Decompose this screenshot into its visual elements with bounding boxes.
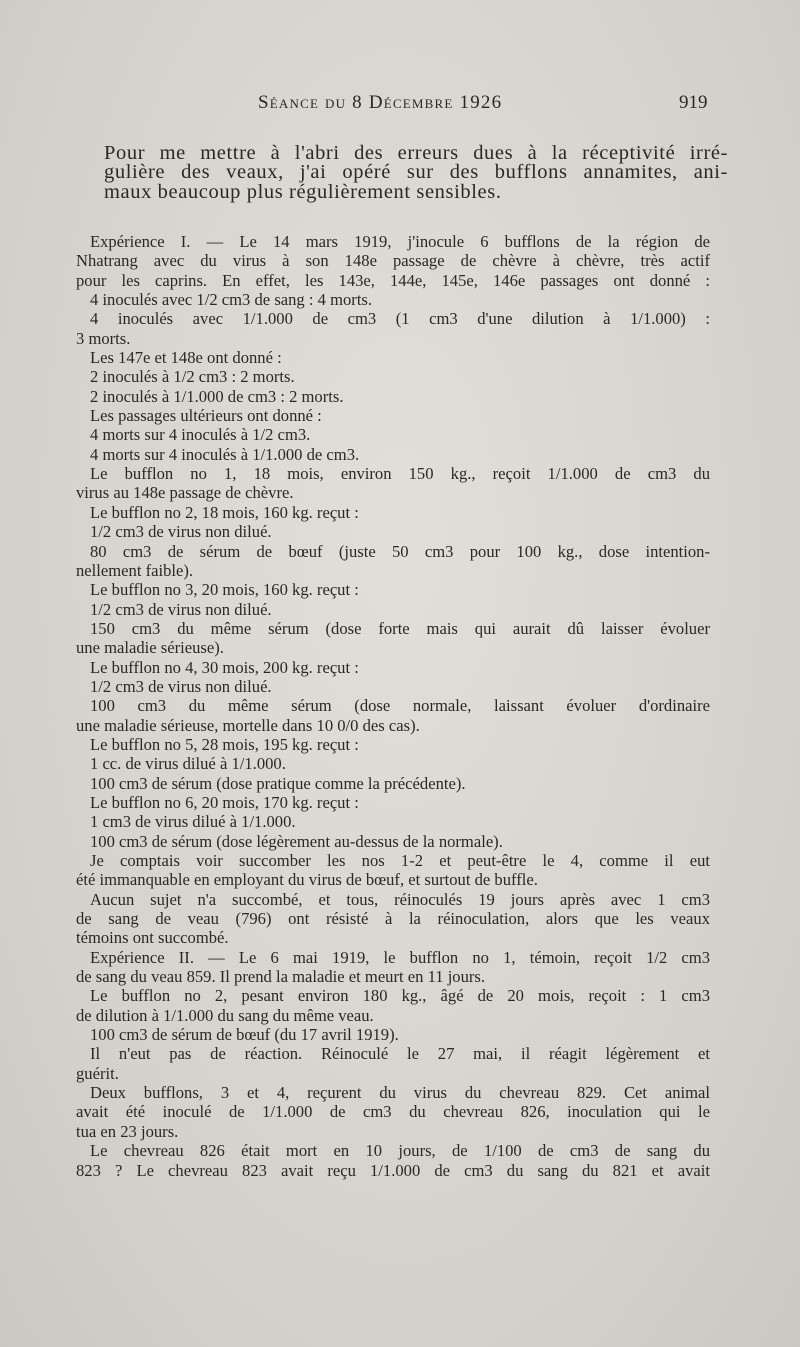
text-line: 4 morts sur 4 inoculés à 1/2 cm3. — [90, 425, 311, 445]
running-title: Séance du 8 Décembre 1926 — [258, 92, 503, 113]
text-line: virus au 148e passage de chèvre. — [76, 483, 294, 503]
text-line: 1 cc. de virus dilué à 1/1.000. — [90, 754, 286, 774]
text-line: une maladie sérieuse). — [76, 638, 224, 658]
text-line: Les 147e et 148e ont donné : — [90, 348, 282, 368]
text-line: Le bufflon no 2, pesant environ 180 kg., âgé de 20 mois, reçoit : 1 cm3 — [90, 986, 710, 1006]
text-line: 100 cm3 de sérum (dose légèrement au-dessus de la normale). — [90, 831, 503, 851]
text-line: 1 cm3 de virus dilué à 1/1.000. — [90, 812, 296, 832]
text-line: une maladie sérieuse, mortelle dans 10 0/0 des cas). — [76, 715, 420, 735]
text-line: gulière des veaux, j'ai opéré sur des bufflons annamites, ani- — [104, 161, 728, 184]
text-line: 1/2 cm3 de virus non dilué. — [90, 676, 272, 696]
text-line: 4 morts sur 4 inoculés à 1/1.000 de cm3. — [90, 444, 360, 464]
text-line: avait été inoculé de 1/1.000 de cm3 du chevreau 826, inoculation qui le — [76, 1102, 710, 1122]
text-line: maux beaucoup plus régulièrement sensibles. — [104, 180, 502, 203]
text-line: de dilution à 1/1.000 du sang du même veau. — [76, 1005, 374, 1025]
text-line: 3 morts. — [76, 328, 131, 348]
text-line: Pour me mettre à l'abri des erreurs dues à la réceptivité irré- — [104, 142, 728, 164]
text-line: 1/2 cm3 de virus non dilué. — [90, 522, 272, 542]
text-line: 1/2 cm3 de virus non dilué. — [90, 599, 272, 619]
text-line: Le bufflon no 2, 18 mois, 160 kg. reçut : — [90, 502, 359, 522]
text-line: 2 inoculés à 1/1.000 de cm3 : 2 morts. — [90, 386, 344, 406]
text-line: 4 inoculés avec 1/2 cm3 de sang : 4 morts. — [90, 290, 373, 310]
text-line: Le bufflon no 6, 20 mois, 170 kg. reçut : — [90, 792, 359, 812]
text-line: pour les caprins. En effet, les 143e, 144e, 145e, 146e passages ont donné : — [76, 270, 710, 290]
text-line: été immanquable en employant du virus de bœuf, et surtout de buffle. — [76, 870, 538, 890]
text-line: Expérience II. — Le 6 mai 1919, le bufflon no 1, témoin, reçoit 1/2 cm3 — [90, 947, 710, 967]
text-line: Le bufflon no 1, 18 mois, environ 150 kg., reçoit 1/1.000 de cm3 du — [90, 464, 710, 484]
text-line: 100 cm3 de sérum de bœuf (du 17 avril 1919). — [90, 1025, 399, 1045]
text-line: Expérience I. — Le 14 mars 1919, j'inocule 6 bufflons de la région de — [90, 232, 710, 251]
text-line: Le chevreau 826 était mort en 10 jours, de 1/100 de cm3 de sang du — [90, 1141, 710, 1161]
text-line: 4 inoculés avec 1/1.000 de cm3 (1 cm3 d'une dilution à 1/1.000) : — [90, 309, 710, 329]
text-line: tua en 23 jours. — [76, 1121, 179, 1141]
text-line: témoins ont succombé. — [76, 928, 229, 948]
text-line: nellement faible). — [76, 560, 194, 580]
text-line: 2 inoculés à 1/2 cm3 : 2 morts. — [90, 367, 295, 387]
text-line: 80 cm3 de sérum de bœuf (juste 50 cm3 pour 100 kg., dose intention- — [90, 541, 710, 561]
text-line: Les passages ultérieurs ont donné : — [90, 406, 322, 426]
text-line: Aucun sujet n'a succombé, et tous, réinoculés 19 jours après avec 1 cm3 — [90, 889, 710, 909]
text-line: Le bufflon no 5, 28 mois, 195 kg. reçut : — [90, 734, 359, 754]
body-text — [76, 232, 710, 1180]
text-line: 823 ? Le chevreau 823 avait reçu 1/1.000 de cm3 du sang du 821 et avait — [76, 1160, 710, 1180]
text-line: 150 cm3 du même sérum (dose forte mais qui aurait dû laisser évoluer — [90, 618, 710, 638]
text-line: Il n'eut pas de réaction. Réinoculé le 27 mai, il réagit légèrement et — [90, 1044, 710, 1064]
text-line: guérit. — [76, 1063, 119, 1083]
page-number: 919 — [679, 92, 708, 113]
text-line: Deux bufflons, 3 et 4, reçurent du virus du chevreau 829. Cet animal — [90, 1083, 710, 1103]
text-line: Le bufflon no 3, 20 mois, 160 kg. reçut : — [90, 580, 359, 600]
running-header — [0, 92, 800, 122]
text-line: 100 cm3 de sérum (dose pratique comme la précédente). — [90, 773, 466, 793]
text-line: 100 cm3 du même sérum (dose normale, laissant évoluer d'ordinaire — [90, 696, 710, 716]
intro-paragraph — [92, 140, 728, 203]
text-line: Le bufflon no 4, 30 mois, 200 kg. reçut : — [90, 657, 359, 677]
text-line: Je comptais voir succomber les nos 1-2 et peut-être le 4, comme il eut — [90, 851, 710, 870]
text-line: Nhatrang avec du virus à son 148e passage de chèvre à chèvre, très actif — [76, 251, 710, 271]
text-line: de sang de veau (796) ont résisté à la réinoculation, alors que les veaux — [76, 909, 710, 929]
text-line: de sang du veau 859. Il prend la maladie et meurt en 11 jours. — [76, 967, 486, 987]
